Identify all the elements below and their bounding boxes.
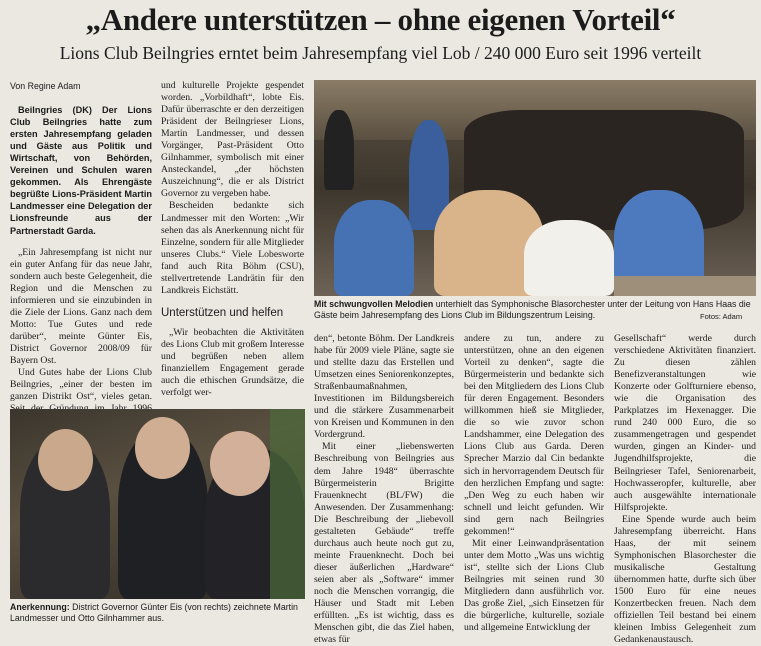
headline: „Andere unterstützen – ohne eigenen Vorteil“ (85, 2, 676, 37)
paragraph: „Ein Jahresempfang ist nicht nur ein guter Anfang für das neue Jahr, sondern auch beste Gelegenheit, die Region und die Menschen zu informieren und sie einzubinden in die Ziele der Lions. Ganz nach dem Motto: Tue Gutes und rede darüber“, meinte Günter Eis, District Governor 2008/09 für Bayern Ost. (10, 246, 152, 366)
caption-bold: Mit schwungvollen Melodien (314, 299, 434, 309)
paragraph: Bescheiden bedankte sich Landmesser mit den Worten: „Wir sehen das als Anerkennung nicht für Einzelne, sondern für alle Mitglieder unseres Clubs.“ Viele Lobesworte fand auch Rita Böhm (CSU), stellvertretende Landrätin für den Landkreis Eichstätt. (161, 200, 304, 296)
paragraph: Gesellschaft“ werde durch verschiedene Aktivitäten finanziert. Zu diesen zählen Benefizveranstaltungen wie Konzerte oder Golfturniere ebenso, wie die Organisation des Parkplatzes im Hexenagger. Die rund 240 000 Euro, die so zusammengetragen und gespendet wurden, gingen an Kinder- und Jugendhilfsprojekte, die Beilngrieser Tafel, Seniorenarbeit, Hochwasseropfer, kulturelle, aber auch ausgewählte internationale Hilfsprojekte. (614, 333, 756, 513)
lead-paragraph: Beilngries (DK) Der Lions Club Beilngries hatte zum ersten Jahresempfang geladen und Gäste aus Politik und Wirtschaft, von Behörden, Vereinen und Schulen waren gekommen. Als Ehrengäste begrüßte Lions-Präsident Martin Landmesser eine Delegation der Lionsfreunde aus der Partnerstadt Garda. (10, 105, 152, 236)
caption-text: District Governor Günter Eis (von rechts) zeichnete Martin Landmesser und Otto Gilnhammer aus. (10, 602, 298, 623)
column-4 (464, 333, 604, 633)
top-photo-caption (314, 299, 756, 321)
column-1 (10, 80, 152, 403)
award-photo (10, 409, 305, 599)
caption-text: unterhielt das Symphonische Blasorchester unter der Leitung von Hans Haas die Gäste beim Jahresempfang des Lions Club im Bildungszentrum Leising. (314, 299, 751, 320)
paragraph: „Wir beobachten die Aktivitäten des Lions Club mit großem Interesse und begrüßen neben allem finanziellem Engagement gerade auch die ethischen Grundsätze, die verfolgt wer- (161, 326, 304, 399)
paragraph: Mit einer „liebenswerten Beschreibung von Beilngries aus dem Jahre 1948“ überraschte Bürgermeisterin Brigitte Frauenknecht (BL/FW) die Anwesenden. Der Zusammenhang: Die Beschreibung der „liebevoll gestalteten Gebäude“ treffe durchaus auch heute noch gut zu, meinte Frauenknecht. Doch bei dieser äußerlichen „Hardware“ seien aber als „Software“ immer noch die Menschen vorrangig, die Häuser und Stadt mit Leben erfüllten. „Es ist wichtig, dass es Menschen gibt, die das Ziel haben, etwas für (314, 441, 454, 646)
column-2 (161, 80, 304, 398)
paragraph: und kulturelle Projekte gespendet worden. „Vorbildhaft“, lobte Eis. Dafür überraschte er den derzeitigen Präsident der Beilngrieser Lions, Martin Landmesser, und dessen Vorgänger, Past-Präsident Otto Gilnhammer, symbolisch mit einer Ansteckandel, „der höchsten Auszeichnung“, die er als District Governor zu vergeben habe. (161, 80, 304, 200)
section-heading: Unterstützen und helfen (161, 306, 284, 319)
paragraph: Eine Spende wurde auch beim Jahresempfang überreicht. Hans Haas, der mit seinem Symphonischen Blasorchester die musikalische Gestaltung übernommen hatte, durfte sich über 1500 Euro für eine neues Konzertbecken freuen. Nach dem offiziellen Teil bestand bei einem kleinen Imbiss Gelegenheit zum Gedankenaustausch. (614, 513, 756, 646)
column-3 (314, 333, 454, 646)
bottom-photo-caption (10, 602, 305, 624)
orchestra-photo (314, 80, 756, 296)
column-5 (614, 333, 756, 646)
paragraph: den“, betonte Böhm. Der Landkreis habe für 2009 viele Pläne, sagte sie und stellte dazu das Erstellen und Umsetzen eines Seniorenkonzeptes, Straßenbaumaßnahmen, Investitionen im Bildungsbereich und die stärkere Zusammenarbeit von Kreisen und Kommunen in den Vordergrund. (314, 333, 454, 441)
paragraph: Und Gutes habe der Lions Club Beilngries, „einer der besten im ganzen Distrikt Ost“, vieles getan. (10, 367, 152, 403)
paragraph: Mit einer Leinwandpräsentation unter dem Motto „Was uns wichtig ist“, stellte sich der Lions Club Beilngries mit seinen rund 30 Mitgliedern dann ausführlich vor. Das große Ziel, „sich Einsetzen für die bürgerliche, kulturelle, soziale und allgemeine Entwicklung der (464, 537, 604, 634)
caption-bold: Anerkennung: (10, 602, 70, 612)
subheadline: Lions Club Beilngries erntet beim Jahresempfang viel Lob / 240 000 Euro seit 1996 verteilt (59, 43, 702, 63)
photo-credit: Fotos: Adam (700, 312, 743, 321)
author-line: Von Regine Adam (10, 81, 81, 91)
paragraph: andere zu tun, andere zu unterstützen, ohne an den eigenen Vorteil zu denken“, sagte die Bürgermeisterin und bedankte sich bei den Mitgliedern des Lions Club für deren Engagement. Besonders willkommen hieß sie Mitglieder, die so wie zuvor schon Landshammer, eine Delegation des Lions Club aus Garda. Deren Sprecher Marzio dal Cin bedankte sich in hervorragendem Deutsch für den herzlichen Empfang und sagte: „Den Weg zu euch haben wir schnell und leicht gefunden. Wir sind gern nach Beilngries gekommen!“ (464, 333, 604, 537)
